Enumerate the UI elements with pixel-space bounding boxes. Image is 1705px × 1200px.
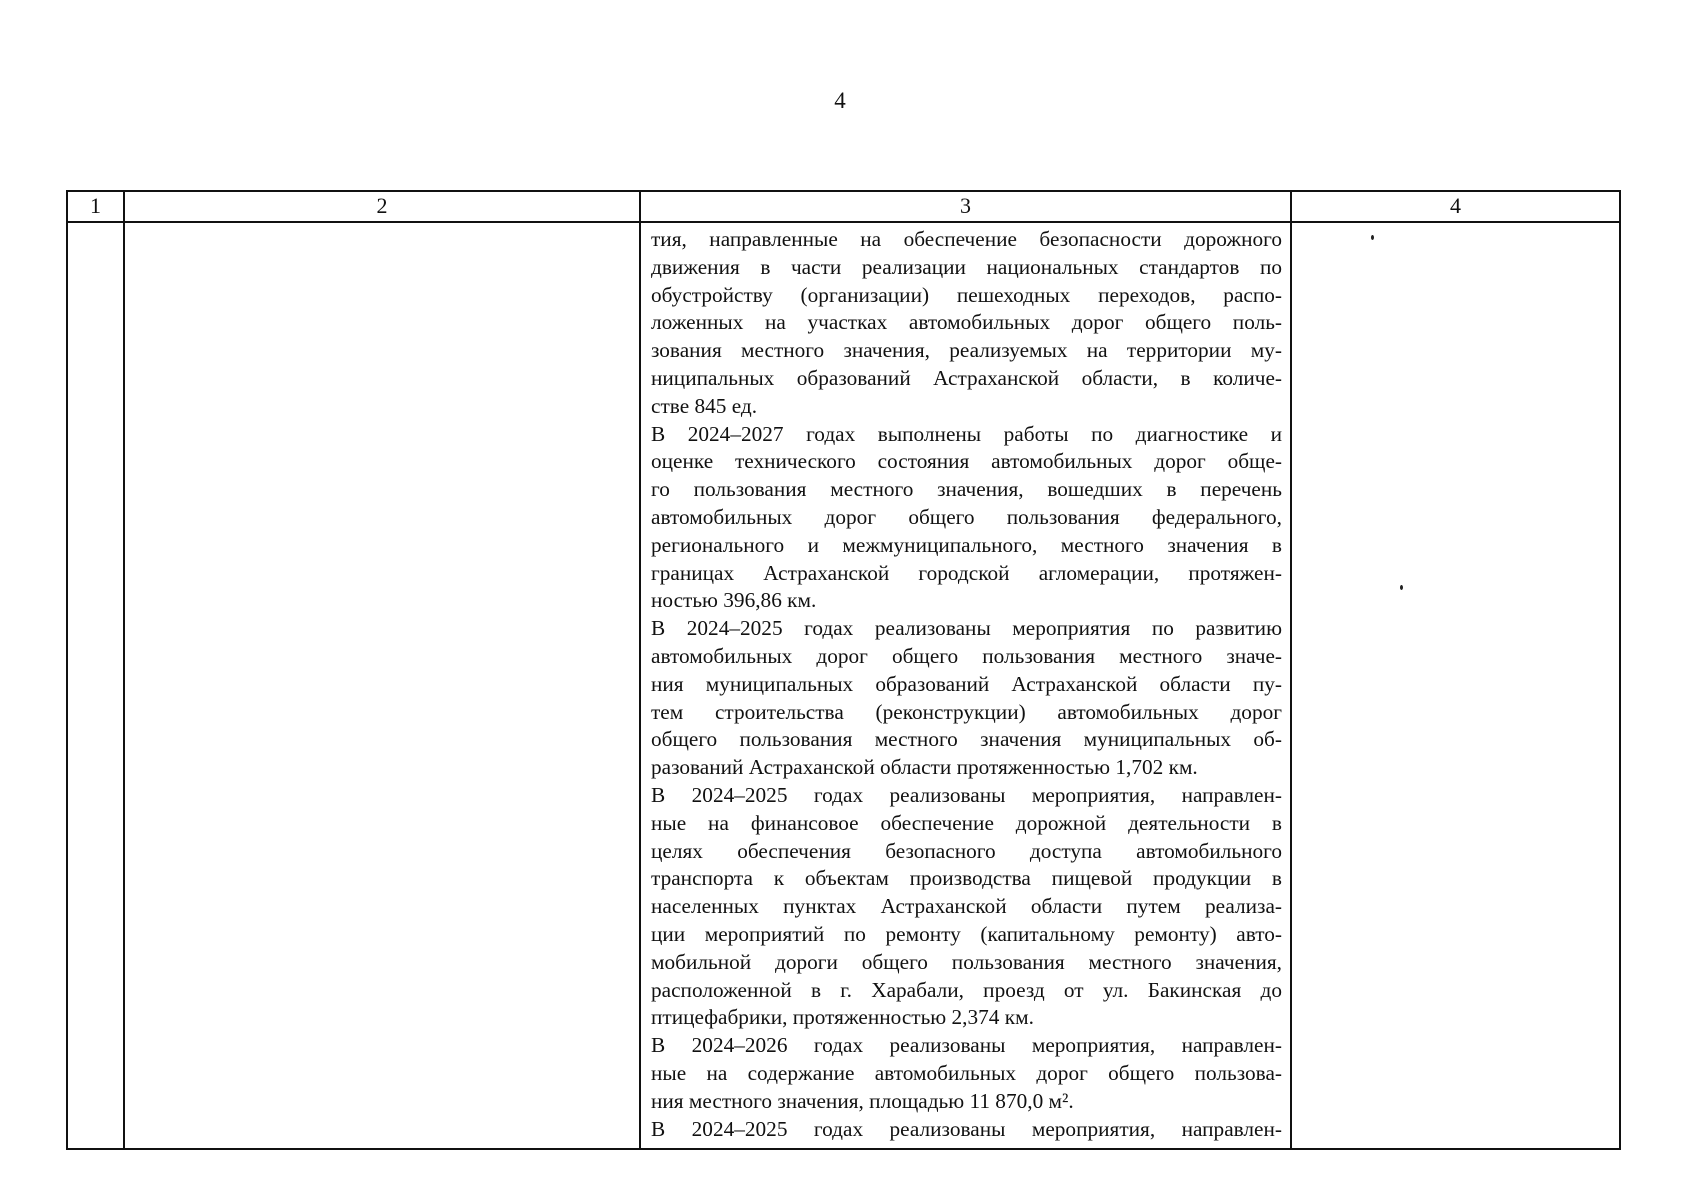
text-line: целях обеспечения безопасного доступа автомобильного (651, 838, 1282, 863)
text-line: движения в части реализации национальных стандартов по (651, 254, 1282, 279)
scan-speck (1371, 235, 1374, 240)
text-line: В 2024–2026 годах реализованы мероприятия, направлен- (651, 1033, 1282, 1058)
body-cell-3 (641, 223, 1292, 1148)
text-line: обустройству (организации) пешеходных переходов, распо- (651, 282, 1282, 307)
header-cell-4: 4 (1450, 193, 1461, 218)
text-line: В 2024–2025 годах реализованы мероприятия, направлен- (651, 782, 1282, 807)
text-line: птицефабрики, протяженностью 2,374 км. (651, 1005, 1034, 1030)
text-line: мобильной дороги общего пользования местного значения, (651, 949, 1282, 974)
text-line: ниципальных образований Астраханской области, в количе- (651, 365, 1282, 390)
body-cell-2 (125, 223, 641, 1148)
text-line: ные на содержание автомобильных дорог общего пользова- (651, 1060, 1282, 1085)
table-body-row (68, 223, 1619, 1148)
body-cell-4 (1292, 223, 1619, 1148)
text-line: В 2024–2025 годах реализованы мероприятия по развитию (651, 616, 1282, 641)
text-line: ностью 396,86 км. (651, 588, 817, 613)
text-line: ложенных на участках автомобильных дорог общего поль- (651, 310, 1282, 335)
text-line: ции мероприятий по ремонту (капитальному ремонту) авто- (651, 921, 1282, 946)
text-line: населенных пунктах Астраханской области путем реализа- (651, 894, 1282, 919)
body-cell-1 (68, 223, 125, 1148)
text-line: транспорта к объектам производства пищевой продукции в (651, 866, 1282, 891)
text-line: стве 845 ед. (651, 393, 758, 418)
header-cell-1: 1 (68, 192, 125, 221)
paragraph (651, 1116, 1282, 1144)
text-line: го пользования местного значения, вошедших в перечень (651, 477, 1282, 502)
scan-speck (1400, 585, 1403, 590)
paragraph (651, 226, 1282, 421)
header-cell-2: 2 (125, 192, 641, 221)
paragraph (651, 782, 1282, 1032)
text-line: расположенной в г. Харабали, проезд от ул. Бакинская до (651, 977, 1282, 1002)
content-table (66, 190, 1621, 1150)
text-line: тия, направленные на обеспечение безопасности дорожного (651, 227, 1282, 251)
text-line: В 2024–2027 годах выполнены работы по диагностике и (651, 421, 1282, 446)
text-line: автомобильных дорог общего пользования федерального, (651, 504, 1282, 529)
paragraph (651, 1032, 1282, 1115)
column-3-text (641, 223, 1290, 1148)
text-line: В 2024–2025 годах реализованы мероприятия, направлен- (651, 1116, 1282, 1141)
text-line: общего пользования местного значения муниципальных об- (651, 727, 1282, 752)
text-line: зования местного значения, реализуемых на территории му- (651, 338, 1282, 363)
text-line: регионального и межмуниципального, местного значения в (651, 532, 1282, 557)
text-line: автомобильных дорог общего пользования местного значе- (651, 643, 1282, 668)
text-line: оценке технического состояния автомобильных дорог обще- (651, 449, 1282, 474)
text-line: ния местного значения, площадью 11 870,0 м². (651, 1088, 1074, 1113)
text-line: границах Астраханской городской агломерации, протяжен- (651, 560, 1282, 585)
paragraph (651, 421, 1282, 616)
paragraph (651, 615, 1282, 782)
table-header-row (68, 192, 1619, 223)
text-line: тем строительства (реконструкции) автомобильных дорог (651, 699, 1282, 724)
header-cell-3: 3 (641, 192, 1292, 221)
text-line: разований Астраханской области протяженностью 1,702 км. (651, 755, 1198, 780)
text-line: ния муниципальных образований Астраханской области пу- (651, 671, 1282, 696)
text-line: ные на финансовое обеспечение дорожной деятельности в (651, 810, 1282, 835)
page-number: 4 (834, 88, 846, 113)
